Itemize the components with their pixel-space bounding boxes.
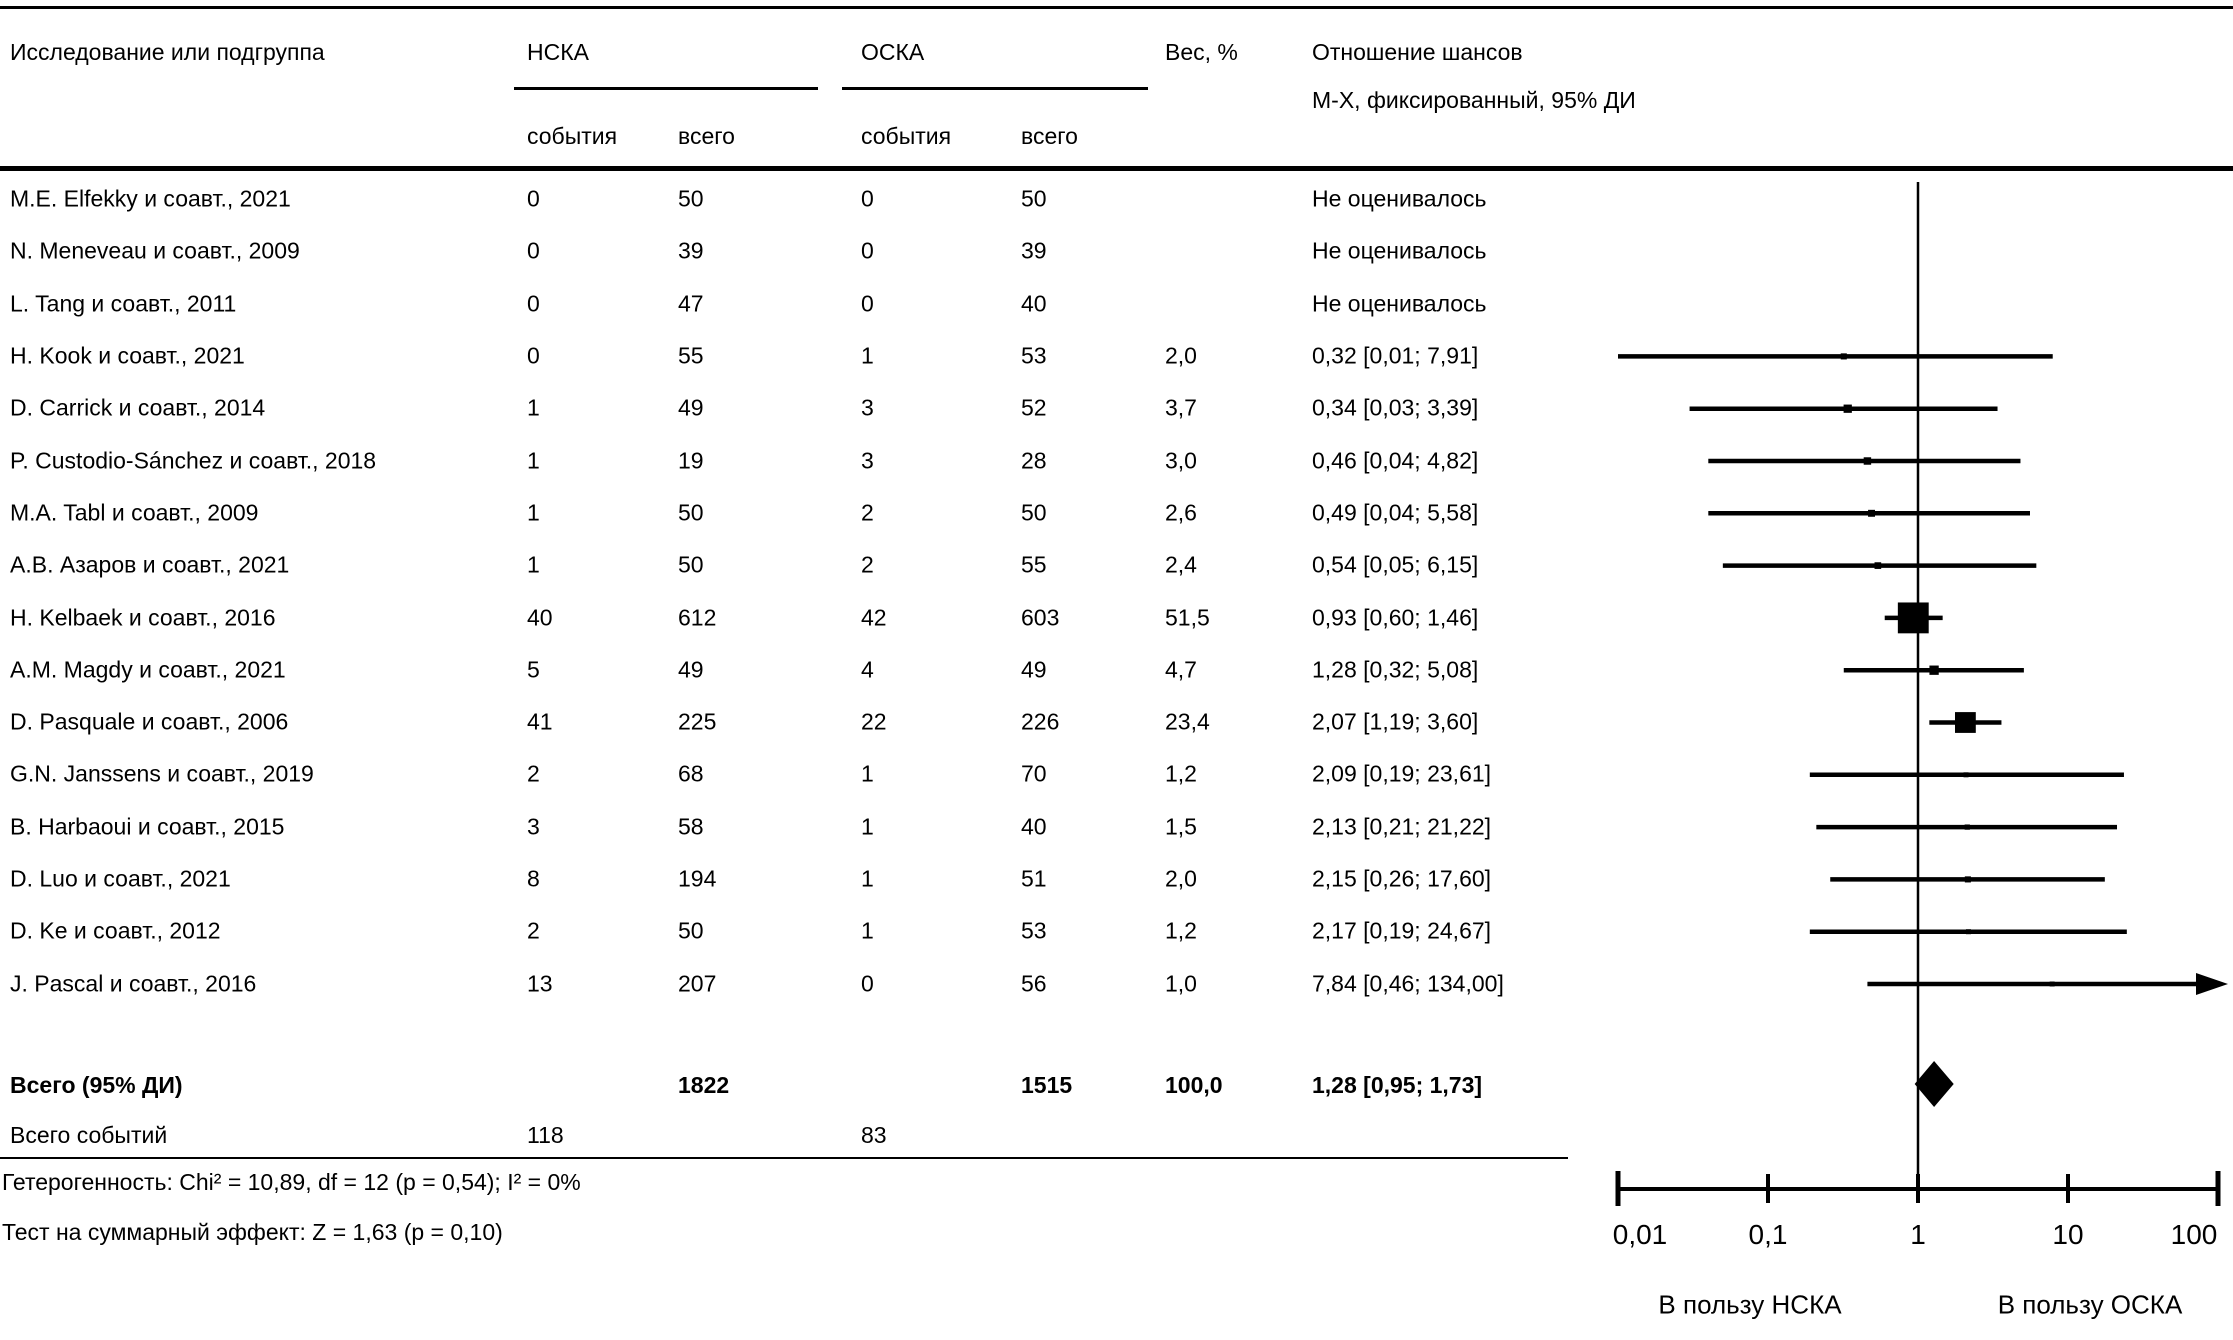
table-row: [0, 487, 2233, 539]
table-row: [0, 330, 2233, 382]
nska-events: 13: [527, 970, 553, 997]
or-column-header-line1: Отношение шансов: [1312, 39, 1523, 65]
weight-value: 2,6: [1165, 499, 1197, 526]
study-name: B. Harbaoui и соавт., 2015: [10, 813, 285, 840]
study-name: M.E. Elfekky и соавт., 2021: [10, 185, 291, 212]
x-axis-tick-label: 10: [2052, 1219, 2084, 1250]
totals-oska-total: 1515: [1021, 1072, 1073, 1098]
x-axis-tick-label: 0,1: [1748, 1219, 1788, 1250]
nska-total: 49: [678, 394, 704, 421]
study-column-header: Исследование или подгруппа: [10, 39, 325, 65]
oska-total: 40: [1021, 290, 1047, 317]
oska-events: 0: [861, 185, 874, 212]
oska-total: 51: [1021, 865, 1047, 892]
weight-value: 3,7: [1165, 394, 1197, 421]
oska-total: 53: [1021, 342, 1047, 369]
nska-total: 194: [678, 865, 717, 892]
or-ci-value: 1,28 [0,32; 5,08]: [1312, 656, 1479, 683]
total-events-nska: 118: [527, 1122, 564, 1148]
total-events-label: Всего событий: [10, 1122, 168, 1148]
or-ci-value: Не оценивалось: [1312, 185, 1487, 212]
nska-events: 1: [527, 551, 540, 578]
table-row: [0, 591, 2233, 643]
study-name: H. Kook и соавт., 2021: [10, 342, 245, 369]
study-name: A.M. Magdy и соавт., 2021: [10, 656, 286, 683]
oska-events: 42: [861, 604, 887, 631]
nska-events: 3: [527, 813, 540, 840]
or-ci-value: 0,93 [0,60; 1,46]: [1312, 604, 1479, 631]
or-ci-value: 0,46 [0,04; 4,82]: [1312, 447, 1479, 474]
study-name: D. Ke и соавт., 2012: [10, 917, 221, 944]
oska-events: 2: [861, 551, 874, 578]
table-row: [0, 434, 2233, 486]
nska-events: 2: [527, 917, 540, 944]
table-row: [0, 539, 2233, 591]
nska-total: 49: [678, 656, 704, 683]
weight-value: 1,0: [1165, 970, 1197, 997]
weight-value: 1,2: [1165, 760, 1197, 787]
nska-events: 0: [527, 342, 540, 369]
oska-events: 1: [861, 813, 874, 840]
oska-total: 28: [1021, 447, 1047, 474]
oska-events: 3: [861, 447, 874, 474]
oska-group-underline: [842, 87, 1148, 90]
nska-events: 0: [527, 185, 540, 212]
oska-total: 50: [1021, 499, 1047, 526]
nska-total: 50: [678, 551, 704, 578]
or-ci-value: 2,13 [0,21; 21,22]: [1312, 813, 1492, 840]
oska-total: 603: [1021, 604, 1060, 631]
total-events-oska: 83: [861, 1122, 887, 1148]
oska-total: 53: [1021, 917, 1047, 944]
study-name: J. Pascal и соавт., 2016: [10, 970, 257, 997]
favours-oska-label: В пользу ОСКА: [1997, 1289, 2183, 1320]
nska-total: 50: [678, 499, 704, 526]
table-row: [0, 382, 2233, 434]
oska-events: 22: [861, 708, 887, 735]
study-name: H. Kelbaek и соавт., 2016: [10, 604, 276, 631]
nska-events: 41: [527, 708, 553, 735]
oska-total: 226: [1021, 708, 1060, 735]
weight-value: 23,4: [1165, 708, 1210, 735]
oska-total: 55: [1021, 551, 1047, 578]
nska-total: 68: [678, 760, 704, 787]
nska-events: 0: [527, 290, 540, 317]
favours-nska-label: В пользу НСКА: [1658, 1289, 1842, 1320]
oska-total: 52: [1021, 394, 1047, 421]
weight-value: 51,5: [1165, 604, 1210, 631]
nska-group-underline: [514, 87, 818, 90]
nska-total: 47: [678, 290, 704, 317]
nska-total: 225: [678, 708, 717, 735]
or-ci-value: 2,09 [0,19; 23,61]: [1312, 760, 1492, 787]
study-name: D. Luo и соавт., 2021: [10, 865, 231, 892]
nska-total: 50: [678, 185, 704, 212]
or-ci-value: 2,17 [0,19; 24,67]: [1312, 917, 1492, 944]
nska-total: 58: [678, 813, 704, 840]
nska-events-subheader: события: [527, 123, 618, 149]
oska-events: 1: [861, 760, 874, 787]
study-name: G.N. Janssens и соавт., 2019: [10, 760, 314, 787]
table-row: [0, 905, 2233, 957]
or-ci-value: 0,54 [0,05; 6,15]: [1312, 551, 1479, 578]
totals-rule: [0, 1157, 1568, 1159]
or-ci-value: 0,34 [0,03; 3,39]: [1312, 394, 1479, 421]
weight-value: 2,4: [1165, 551, 1197, 578]
oska-total: 50: [1021, 185, 1047, 212]
x-axis-tick-label: 100: [2170, 1219, 2218, 1250]
weight-value: 4,7: [1165, 656, 1197, 683]
oska-total: 49: [1021, 656, 1047, 683]
oska-events: 1: [861, 342, 874, 369]
oska-total: 39: [1021, 237, 1047, 264]
table-row: [0, 696, 2233, 748]
or-ci-value: Не оценивалось: [1312, 237, 1487, 264]
totals-label: Всего (95% ДИ): [10, 1072, 183, 1098]
x-axis-tick-label: 1: [1910, 1219, 1926, 1250]
weight-value: 3,0: [1165, 447, 1197, 474]
weight-column-header: Вес, %: [1165, 39, 1238, 65]
nska-total: 19: [678, 447, 704, 474]
nska-events: 2: [527, 760, 540, 787]
oska-group-header: ОСКА: [861, 39, 925, 65]
table-row: [0, 748, 2233, 800]
oska-events: 1: [861, 865, 874, 892]
oska-events: 4: [861, 656, 874, 683]
oska-events: 0: [861, 970, 874, 997]
header-rule: [0, 166, 2233, 171]
or-ci-value: 7,84 [0,46; 134,00]: [1312, 970, 1504, 997]
x-axis-tick-label: 0,01: [1612, 1219, 1668, 1250]
study-name: А.В. Азаров и соавт., 2021: [10, 551, 290, 578]
table-row: [0, 278, 2233, 330]
summary-diamond: [1915, 1061, 1954, 1107]
oska-total: 56: [1021, 970, 1047, 997]
or-ci-value: 0,49 [0,04; 5,58]: [1312, 499, 1479, 526]
weight-value: 2,0: [1165, 865, 1197, 892]
study-name: D. Pasquale и соавт., 2006: [10, 708, 289, 735]
or-column-header-line2: М-Х, фиксированный, 95% ДИ: [1312, 87, 1636, 113]
study-name: N. Meneveau и соавт., 2009: [10, 237, 300, 264]
totals-or-ci: 1,28 [0,95; 1,73]: [1312, 1072, 1483, 1098]
or-ci-value: Не оценивалось: [1312, 290, 1487, 317]
nska-events: 0: [527, 237, 540, 264]
weight-value: 1,5: [1165, 813, 1197, 840]
study-name: P. Custodio-Sánchez и соавт., 2018: [10, 447, 377, 474]
oska-events-subheader: события: [861, 123, 952, 149]
nska-events: 40: [527, 604, 553, 631]
totals-nska-total: 1822: [678, 1072, 730, 1098]
weight-value: 1,2: [1165, 917, 1197, 944]
oska-total-subheader: всего: [1021, 123, 1078, 149]
nska-events: 1: [527, 499, 540, 526]
nska-total: 50: [678, 917, 704, 944]
table-row: [0, 225, 2233, 277]
nska-total-subheader: всего: [678, 123, 735, 149]
study-name: M.A. Tabl и соавт., 2009: [10, 499, 259, 526]
top-rule: [0, 6, 2233, 9]
weight-value: 2,0: [1165, 342, 1197, 369]
nska-total: 55: [678, 342, 704, 369]
table-row: [0, 173, 2233, 225]
oska-total: 40: [1021, 813, 1047, 840]
nska-events: 1: [527, 394, 540, 421]
oska-events: 2: [861, 499, 874, 526]
nska-events: 1: [527, 447, 540, 474]
table-row: [0, 957, 2233, 1009]
nska-total: 207: [678, 970, 717, 997]
table-row: [0, 853, 2233, 905]
oska-events: 0: [861, 237, 874, 264]
study-name: D. Carrick и соавт., 2014: [10, 394, 266, 421]
table-rows: [0, 173, 2233, 1010]
oska-events: 0: [861, 290, 874, 317]
heterogeneity-note: Гетерогенность: Chi² = 10,89, df = 12 (p = 0,54); I² = 0%: [2, 1169, 581, 1195]
overall-effect-note: Тест на суммарный эффект: Z = 1,63 (p = 0,10): [2, 1219, 503, 1245]
oska-events: 3: [861, 394, 874, 421]
oska-events: 1: [861, 917, 874, 944]
totals-weight: 100,0: [1165, 1072, 1223, 1098]
nska-total: 612: [678, 604, 717, 631]
study-name: L. Tang и соавт., 2011: [10, 290, 237, 317]
nska-events: 5: [527, 656, 540, 683]
oska-total: 70: [1021, 760, 1047, 787]
or-ci-value: 0,32 [0,01; 7,91]: [1312, 342, 1479, 369]
or-ci-value: 2,15 [0,26; 17,60]: [1312, 865, 1492, 892]
or-ci-value: 2,07 [1,19; 3,60]: [1312, 708, 1479, 735]
nska-events: 8: [527, 865, 540, 892]
nska-group-header: НСКА: [527, 39, 589, 65]
nska-total: 39: [678, 237, 704, 264]
table-row: [0, 644, 2233, 696]
table-row: [0, 801, 2233, 853]
